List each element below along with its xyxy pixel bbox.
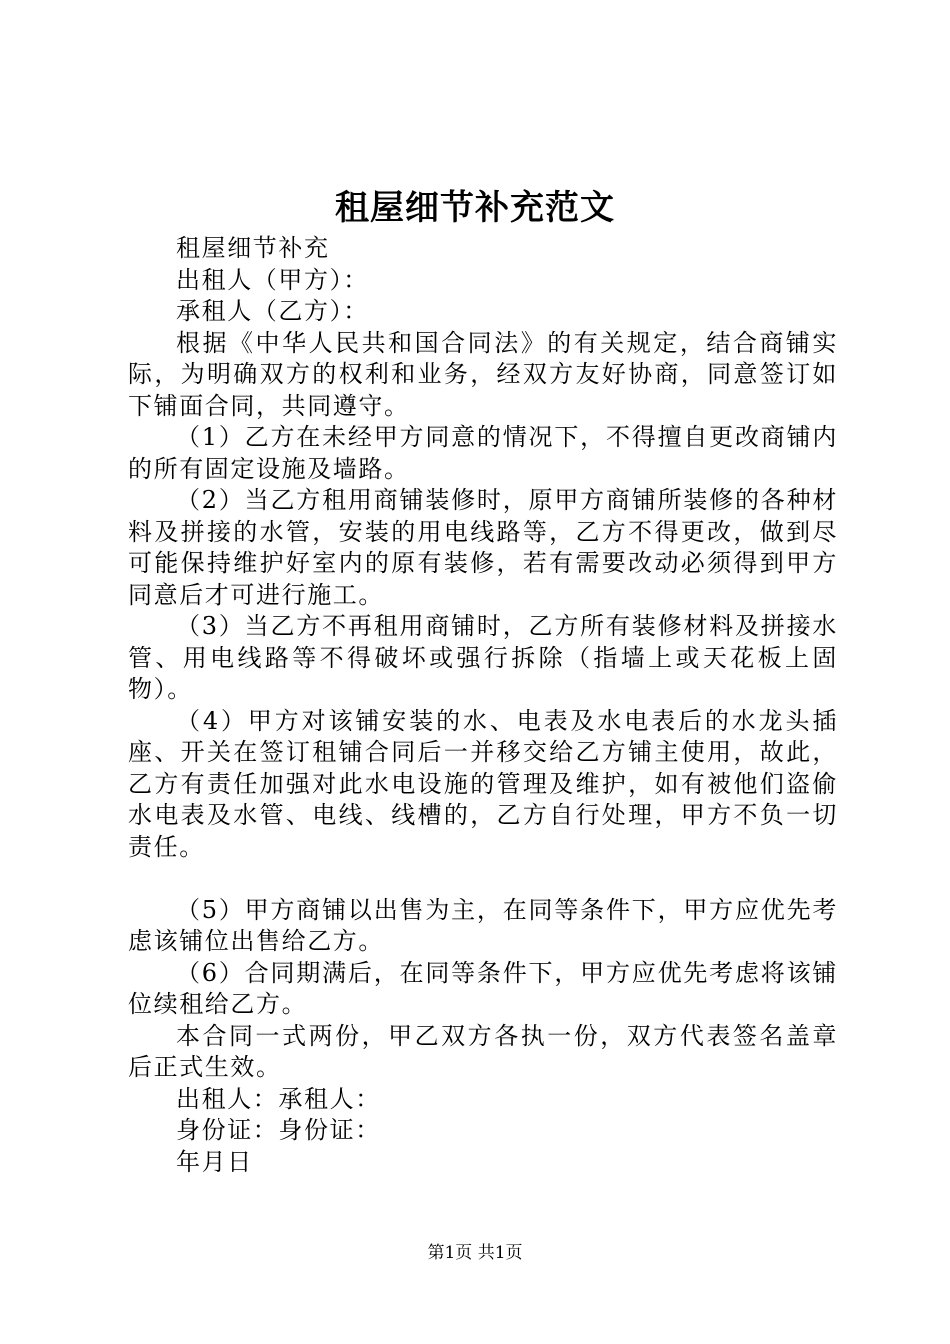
- paragraph-signature-id: 身份证：身份证：: [176, 1116, 381, 1144]
- paragraph-clause-1: （1）乙方在未经甲方同意的情况下，不得擅自更改商铺内的所有固定设施及墙路。: [128, 423, 838, 483]
- paragraph-clause-4: （4）甲方对该铺安装的水、电表及水电表后的水龙头插座、开关在签订租铺合同后一并移交给乙方铺主使用，故此，乙方有责任加强对此水电设施的管理及维护，如有被他们盗偷水电表及水管、电线、线槽的，乙方自行处理，甲方不负一切责任。: [128, 706, 838, 861]
- paragraph-closing: 本合同一式两份，甲乙双方各执一份，双方代表签名盖章后正式生效。: [128, 1021, 838, 1081]
- paragraph-preamble: 根据《中华人民共和国合同法》的有关规定，结合商铺实际，为明确双方的权利和业务，经双方友好协商，同意签订如下铺面合同，共同遵守。: [128, 328, 838, 420]
- paragraph-clause-6: （6）合同期满后，在同等条件下，甲方应优先考虑将该铺位续租给乙方。: [128, 958, 838, 1018]
- paragraph-subtitle: 租屋细节补充: [176, 234, 330, 262]
- paragraph-lessor: 出租人（甲方）：: [176, 265, 369, 294]
- paragraph-lessee: 承租人（乙方）：: [176, 297, 369, 325]
- paragraph-clause-2: （2）当乙方租用商铺装修时，原甲方商铺所装修的各种材料及拼接的水管，安装的用电线路等，乙方不得更改，做到尽可能保持维护好室内的原有装修，若有需要改动必须得到甲方同意后才可进行施工。: [128, 486, 838, 609]
- page-footer: 第1页 共1页: [427, 1243, 523, 1263]
- paragraph-signature-parties: 出租人：承租人：: [176, 1084, 381, 1113]
- document-body: [128, 233, 838, 1178]
- document-title: 租屋细节补充范文: [335, 188, 615, 228]
- paragraph-date: 年月日: [176, 1147, 253, 1176]
- paragraph-clause-3: （3）当乙方不再租用商铺时，乙方所有装修材料及拼接水管、用电线路等不得破坏或强行拆除（指墙上或天花板上固物）。: [128, 612, 838, 703]
- paragraph-clause-5: （5）甲方商铺以出售为主，在同等条件下，甲方应优先考虑该铺位出售给乙方。: [128, 895, 838, 955]
